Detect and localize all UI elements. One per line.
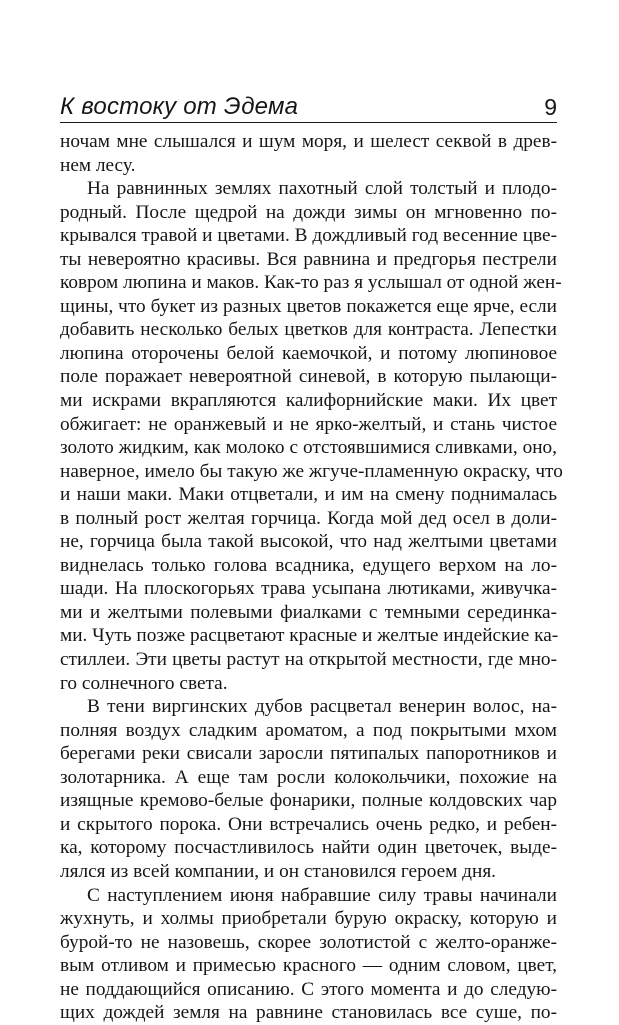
text-line: добавить несколько белых цветков для контраста. Лепестки [60,319,557,341]
text-line: и скрытого порока. Они встречались очень редко, и ребен- [60,813,557,835]
text-line: обжигает: не оранжевый и не ярко-желтый, и стань чистое [60,413,557,435]
text-line: нем лесу. [60,154,136,176]
text-line: полняя воздух сладким ароматом, а под покрытыми мхом [60,719,557,741]
text-line: люпина оторочены белой каемочкой, и потому люпиновое [60,342,557,364]
text-line: ми и желтыми полевыми фиалками с темными серединка- [60,601,557,623]
text-line: родный. После щедрой на дожди зимы он мгновенно по- [60,201,557,223]
text-line: В тени виргинских дубов расцветал венерин волос, на- [87,696,557,718]
text-line: золотарника. А еще там росли колокольчики, похожие на [60,766,557,788]
text-line: бурой-то не назовешь, скорее золотистой с желто-оранже- [60,931,557,953]
text-line: шади. На плоскогорьях трава усыпана лютиками, живучка- [60,578,557,600]
text-line: ми. Чуть позже расцветают красные и желтые индейские ка- [60,625,559,647]
running-header [60,92,557,123]
text-line: ка, которому посчастливилось найти один цветочек, выде- [60,837,557,859]
text-line: наверное, имело бы такую же жгуче-пламенную окраску, что [60,460,563,482]
text-line: поле поражает невероятной синевой, в которую пылающи- [60,366,557,388]
text-line: не поддающийся описанию. С этого момента и до следую- [60,978,557,1000]
text-line: виднелась только голова всадника, едущего верхом на ло- [60,554,557,576]
text-line: и наши маки. Маки отцветали, и им на смену поднималась [60,484,557,506]
text-line: ковром люпина и маков. Как-то раз я услышал от одной жен- [60,272,562,294]
text-line: берегами реки свисали заросли пятипалых папоротников и [60,743,557,765]
page-number: 9 [544,94,557,120]
text-line: ми искрами вкрапляются калифорнийские маки. Их цвет [60,390,557,412]
text-line: изящные кремово-белые фонарики, полные колдовских чар [60,790,557,812]
text-line: щины, что букет из разных цветов покажется еще ярче, если [60,295,557,317]
text-line: в полный рост желтая горчица. Когда мой дед осел в доли- [60,507,557,529]
text-line: С наступлением июня набравшие силу травы начинали [87,884,557,906]
text-line: ночам мне слышался и шум моря, и шелест секвой в древ- [60,131,557,152]
text-line: жухнуть, и холмы приобретали бурую окраску, которую и [60,908,557,930]
text-line: не, горчица была такой высокой, что над желтыми цветами [60,531,557,553]
text-line: щих дождей земля на равнине становилась все суше, по- [60,1002,557,1024]
body-text [60,130,563,1025]
text-line: На равнинных землях пахотный слой толстый и плодо- [87,178,557,200]
text-line: крывался травой и цветами. В дождливый год весенние цве- [60,225,557,247]
text-line: стиллеи. Эти цветы растут на открытой местности, где мно- [60,649,557,671]
book-title: К востоку от Эдема [60,93,299,120]
text-line: золото жидким, как молоко с отстоявшимися сливками, оно, [60,437,557,459]
text-line: вым отливом и примесью красного — одним словом, цвет, [60,955,557,977]
text-line: го солнечного света. [60,672,228,694]
text-line: лялся из всей компании, и он становился героем дня. [60,860,497,882]
text-line: ты невероятно красивы. Вся равнина и предгорья пестрели [60,248,557,270]
